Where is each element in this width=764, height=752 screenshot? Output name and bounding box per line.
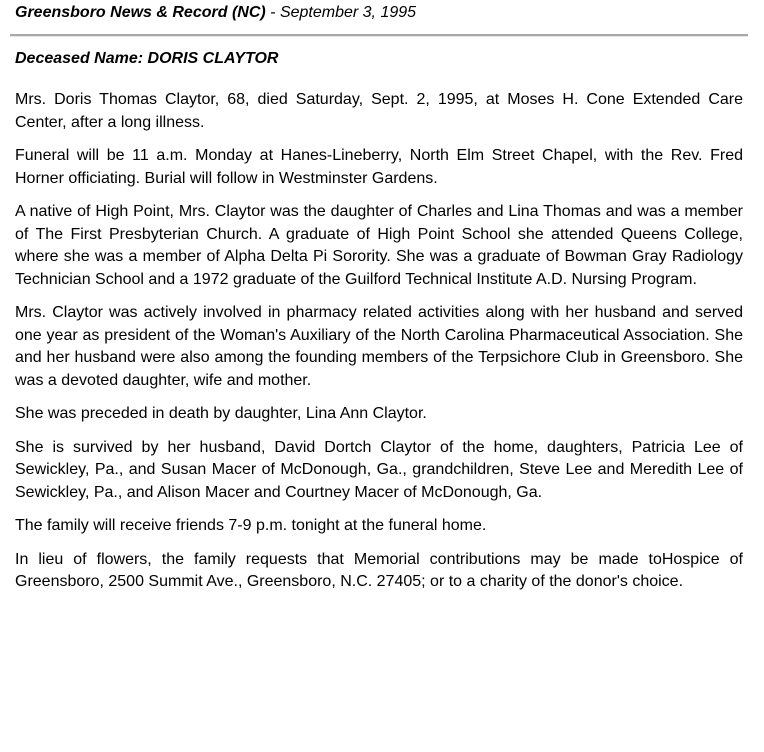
paragraph: Mrs. Doris Thomas Claytor, 68, died Saturday, Sept. 2, 1995, at Moses H. Cone Extended Care Center, after a long illness. xyxy=(15,91,743,131)
article-header xyxy=(15,3,416,23)
publication-date: September 3, 1995 xyxy=(279,4,417,21)
header-separator: - xyxy=(265,4,280,21)
paragraph: In lieu of flowers, the family requests that Memorial contributions may be made toHospice of Greensboro, 2500 Summit Ave., Greensboro, N.C. 27405; or to a charity of the donor's choice. xyxy=(15,550,743,590)
paragraph: A native of High Point, Mrs. Claytor was the daughter of Charles and Lina Thomas and was a member of The First Presbyterian Church. A graduate of High Point School she attended Queens College, where she was a member of Alpha Delta Pi Sorority. She was a graduate of Bowman Gray Radiology Technician School and a 1972 graduate of the Guilford Technical Institute A.D. Nursing Program. xyxy=(15,203,743,288)
paragraph: Mrs. Claytor was actively involved in pharmacy related activities along with her husband and served one year as president of the Woman's Auxiliary of the North Carolina Pharmaceutical Association. She and her husband were also among the founding members of the Terpsichore Club in Greensboro. She was a devoted daughter, wife and mother. xyxy=(15,304,743,389)
paragraph: She was preceded in death by daughter, Lina Ann Claytor. xyxy=(15,405,427,422)
paragraph: Funeral will be 11 a.m. Monday at Hanes-Lineberry, North Elm Street Chapel, with the Rev. Fred Horner officiating. Burial will follow in Westminster Gardens. xyxy=(15,147,743,187)
deceased-name: Deceased Name: DORIS CLAYTOR xyxy=(15,50,279,67)
header-divider xyxy=(10,34,748,37)
paragraph: The family will receive friends 7-9 p.m. tonight at the funeral home. xyxy=(15,517,487,534)
paragraph: She is survived by her husband, David Dortch Claytor of the home, daughters, Patricia Lee of Sewickley, Pa., and Susan Macer of McDonough, Ga., grandchildren, Steve Lee and Meredith Lee of Sewickley, Pa., and Alison Macer and Courtney Macer of McDonough, Ga. xyxy=(15,438,743,501)
publication-name: Greensboro News & Record (NC) xyxy=(15,4,266,21)
obituary-body xyxy=(15,89,743,605)
